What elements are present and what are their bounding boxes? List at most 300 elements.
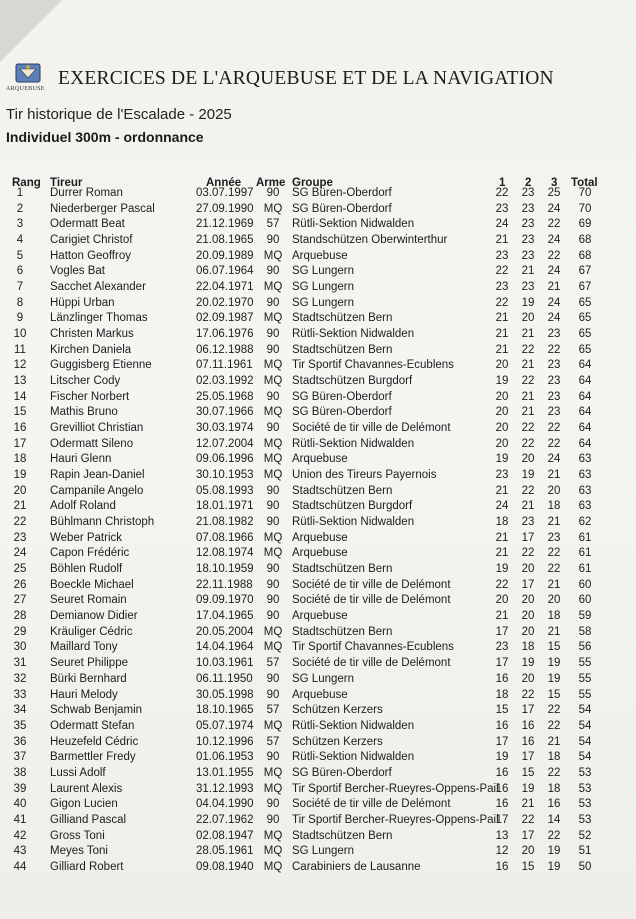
shot-3-cell: 21: [547, 578, 561, 591]
table-row: [0, 186, 636, 202]
shot-3-cell: 22: [547, 547, 561, 560]
total-cell: 56: [578, 641, 592, 654]
shot-2-cell: 15: [521, 766, 535, 779]
shot-1-cell: 17: [495, 625, 509, 638]
rank-cell: 32: [13, 672, 27, 685]
table-row: [0, 233, 636, 249]
group-cell: Standschützen Oberwinterthur: [292, 234, 448, 247]
birthdate-cell: 09.08.1940: [196, 860, 254, 873]
birthdate-cell: 09.06.1996: [196, 453, 254, 466]
weapon-cell: MQ: [263, 202, 283, 215]
shot-1-cell: 20: [495, 437, 509, 450]
shot-1-cell: 21: [495, 531, 509, 544]
shooter-name-cell: Bühlmann Christoph: [50, 516, 155, 529]
birthdate-cell: 20.05.2004: [196, 625, 254, 638]
shot-1-cell: 23: [495, 641, 509, 654]
shot-3-cell: 18: [547, 610, 561, 623]
weapon-cell: MQ: [263, 531, 283, 544]
shooter-name-cell: Hauri Melody: [50, 688, 118, 701]
header-shot-3: 3: [551, 177, 558, 189]
shooter-name-cell: Heuzefeld Cédric: [50, 735, 139, 748]
shooter-name-cell: Barmettler Fredy: [50, 751, 136, 764]
weapon-cell: 90: [266, 516, 280, 529]
group-cell: Arquebuse: [292, 249, 348, 262]
rank-cell: 25: [13, 563, 27, 576]
shot-2-cell: 17: [521, 531, 535, 544]
table-row: [0, 688, 636, 704]
shooter-name-cell: Vogles Bat: [50, 265, 105, 278]
shot-1-cell: 18: [495, 516, 509, 529]
rank-cell: 12: [13, 359, 27, 372]
birthdate-cell: 20.09.1989: [196, 249, 254, 262]
shot-1-cell: 19: [495, 375, 509, 388]
shooter-name-cell: Hauri Glenn: [50, 453, 112, 466]
shot-1-cell: 24: [495, 500, 509, 513]
weapon-cell: 57: [266, 218, 280, 231]
weapon-cell: 90: [266, 343, 280, 356]
shot-3-cell: 18: [547, 782, 561, 795]
group-cell: Arquebuse: [292, 688, 348, 701]
shot-3-cell: 19: [547, 845, 561, 858]
shot-1-cell: 24: [495, 218, 509, 231]
table-row: [0, 609, 636, 625]
shooter-name-cell: Gigon Lucien: [50, 798, 118, 811]
shot-3-cell: 15: [547, 688, 561, 701]
total-cell: 61: [578, 563, 592, 576]
rank-cell: 14: [13, 390, 27, 403]
shot-1-cell: 21: [495, 312, 509, 325]
group-cell: Stadtschützen Burgdorf: [292, 500, 413, 513]
shot-1-cell: 13: [495, 829, 509, 842]
group-cell: Tir Sportif Chavannes-Ecublens: [292, 641, 454, 654]
header-total: Total: [571, 177, 598, 189]
shooter-name-cell: Hatton Geoffroy: [50, 249, 131, 262]
birthdate-cell: 06.11.1950: [196, 672, 253, 685]
table-row: [0, 813, 636, 829]
shot-3-cell: 23: [547, 328, 561, 341]
rank-cell: 1: [16, 187, 24, 199]
shot-2-cell: 23: [521, 187, 535, 199]
table-row: [0, 499, 636, 515]
group-cell: Société de tir ville de Delémont: [292, 578, 451, 591]
group-cell: Arquebuse: [292, 531, 348, 544]
table-row: [0, 249, 636, 265]
group-cell: Arquebuse: [292, 547, 348, 560]
weapon-cell: 90: [266, 563, 280, 576]
table-row: [0, 640, 636, 656]
header-rang: Rang: [12, 177, 41, 189]
rank-cell: 37: [13, 751, 27, 764]
shot-2-cell: 19: [521, 782, 535, 795]
total-cell: 68: [578, 234, 592, 247]
shot-1-cell: 19: [495, 563, 509, 576]
total-cell: 59: [578, 610, 592, 623]
birthdate-cell: 27.09.1990: [196, 202, 254, 215]
total-cell: 68: [578, 249, 592, 262]
group-cell: Tir Sportif Bercher-Rueyres-Oppens-Pail: [292, 782, 499, 795]
shot-3-cell: 22: [547, 437, 561, 450]
shooter-name-cell: Bürki Bernhard: [50, 672, 127, 685]
total-cell: 67: [578, 281, 592, 294]
shot-3-cell: 19: [547, 657, 561, 670]
group-cell: SG Lungern: [292, 845, 355, 858]
total-cell: 52: [578, 829, 592, 842]
birthdate-cell: 20.02.1970: [196, 296, 254, 309]
total-cell: 64: [578, 406, 592, 419]
shooter-name-cell: Fischer Norbert: [50, 390, 130, 403]
table-row: [0, 844, 636, 860]
shooter-name-cell: Carigiet Christof: [50, 234, 133, 247]
shot-2-cell: 21: [521, 328, 535, 341]
group-cell: Stadtschützen Bern: [292, 343, 393, 356]
rank-cell: 40: [13, 798, 27, 811]
table-row: [0, 327, 636, 343]
results-table: [0, 186, 636, 876]
shot-1-cell: 23: [495, 202, 509, 215]
table-row: [0, 593, 636, 609]
shot-3-cell: 21: [547, 625, 561, 638]
group-cell: Stadtschützen Bern: [292, 829, 393, 842]
weapon-cell: 57: [266, 657, 280, 670]
shot-3-cell: 20: [547, 594, 561, 607]
header-groupe: Groupe: [292, 177, 333, 189]
birthdate-cell: 10.12.1996: [196, 735, 254, 748]
table-row: [0, 484, 636, 500]
weapon-cell: MQ: [263, 375, 283, 388]
shot-2-cell: 22: [521, 547, 535, 560]
weapon-cell: MQ: [263, 406, 283, 419]
shot-3-cell: 22: [547, 766, 561, 779]
total-cell: 64: [578, 375, 592, 388]
rank-cell: 21: [13, 500, 27, 513]
shot-2-cell: 23: [521, 516, 535, 529]
shot-1-cell: 17: [495, 657, 509, 670]
rank-cell: 18: [13, 453, 27, 466]
header-shot-2: 2: [525, 177, 532, 189]
table-row: [0, 782, 636, 798]
weapon-cell: 90: [266, 751, 280, 764]
weapon-cell: MQ: [263, 453, 283, 466]
shot-3-cell: 25: [547, 187, 561, 199]
rank-cell: 35: [13, 719, 27, 732]
shot-2-cell: 16: [521, 735, 535, 748]
shot-2-cell: 23: [521, 249, 535, 262]
shot-2-cell: 20: [521, 563, 535, 576]
table-row: [0, 280, 636, 296]
group-cell: Stadtschützen Bern: [292, 484, 393, 497]
header-shot-1: 1: [499, 177, 506, 189]
table-row: [0, 468, 636, 484]
shooter-name-cell: Sacchet Alexander: [50, 281, 146, 294]
shot-2-cell: 22: [521, 813, 535, 826]
weapon-cell: 90: [266, 610, 280, 623]
weapon-cell: 90: [266, 798, 280, 811]
table-row: [0, 452, 636, 468]
group-cell: Société de tir ville de Delémont: [292, 657, 451, 670]
table-row: [0, 202, 636, 218]
shot-1-cell: 19: [495, 751, 509, 764]
birthdate-cell: 21.08.1982: [196, 516, 254, 529]
birthdate-cell: 13.01.1955: [196, 766, 254, 779]
birthdate-cell: 02.09.1987: [196, 312, 254, 325]
total-cell: 63: [578, 500, 592, 513]
rank-cell: 31: [13, 657, 27, 670]
shooter-name-cell: Böhlen Rudolf: [50, 563, 123, 576]
shot-3-cell: 22: [547, 422, 561, 435]
total-cell: 65: [578, 296, 592, 309]
header-arme: Arme: [256, 177, 286, 189]
shooter-name-cell: Gilliard Robert: [50, 860, 124, 873]
total-cell: 65: [578, 343, 592, 356]
group-cell: Stadtschützen Burgdorf: [292, 375, 413, 388]
shot-2-cell: 21: [521, 265, 535, 278]
shot-3-cell: 24: [547, 202, 561, 215]
weapon-cell: 90: [266, 688, 280, 701]
shot-3-cell: 14: [547, 813, 561, 826]
shot-3-cell: 21: [547, 469, 561, 482]
group-cell: Société de tir ville de Delémont: [292, 798, 451, 811]
table-row: [0, 562, 636, 578]
shot-1-cell: 21: [495, 234, 509, 247]
birthdate-cell: 25.05.1968: [196, 390, 254, 403]
shot-3-cell: 24: [547, 265, 561, 278]
table-row: [0, 797, 636, 813]
shooter-name-cell: Boeckle Michael: [50, 578, 134, 591]
shot-2-cell: 20: [521, 610, 535, 623]
weapon-cell: 90: [266, 390, 280, 403]
table-row: [0, 515, 636, 531]
shot-1-cell: 21: [495, 610, 509, 623]
shooter-name-cell: Hüppi Urban: [50, 296, 115, 309]
group-cell: Rütli-Sektion Nidwalden: [292, 516, 415, 529]
group-cell: SG Büren-Oberdorf: [292, 187, 392, 199]
weapon-cell: 90: [266, 187, 280, 199]
weapon-cell: 57: [266, 704, 280, 717]
shot-1-cell: 12: [495, 845, 509, 858]
total-cell: 55: [578, 672, 592, 685]
shot-2-cell: 19: [521, 296, 535, 309]
shooter-name-cell: Maillard Tony: [50, 641, 118, 654]
rank-cell: 34: [13, 704, 27, 717]
table-row: [0, 625, 636, 641]
birthdate-cell: 18.10.1965: [196, 704, 254, 717]
shot-1-cell: 18: [495, 688, 509, 701]
group-cell: SG Büren-Oberdorf: [292, 406, 392, 419]
total-cell: 65: [578, 312, 592, 325]
birthdate-cell: 30.07.1966: [196, 406, 254, 419]
table-row: [0, 311, 636, 327]
total-cell: 54: [578, 704, 592, 717]
group-cell: Stadtschützen Bern: [292, 625, 393, 638]
shot-3-cell: 21: [547, 516, 561, 529]
shooter-name-cell: Odermatt Sileno: [50, 437, 134, 450]
weapon-cell: 90: [266, 672, 280, 685]
group-cell: Société de tir ville de Delémont: [292, 594, 451, 607]
rank-cell: 24: [13, 547, 27, 560]
shooter-name-cell: Litscher Cody: [50, 375, 121, 388]
birthdate-cell: 03.07.1997: [196, 187, 254, 199]
shot-3-cell: 24: [547, 296, 561, 309]
shot-2-cell: 19: [521, 469, 535, 482]
header-tireur: Tireur: [50, 177, 83, 189]
total-cell: 54: [578, 719, 592, 732]
shot-2-cell: 22: [521, 688, 535, 701]
shot-2-cell: 17: [521, 751, 535, 764]
rank-cell: 30: [13, 641, 27, 654]
group-cell: Tir Sportif Chavannes-Ecublens: [292, 359, 454, 372]
rank-cell: 7: [16, 281, 24, 294]
shot-1-cell: 15: [495, 704, 509, 717]
shot-1-cell: 16: [495, 719, 509, 732]
birthdate-cell: 17.04.1965: [196, 610, 254, 623]
table-row: [0, 217, 636, 233]
weapon-cell: MQ: [263, 625, 283, 638]
birthdate-cell: 01.06.1953: [196, 751, 254, 764]
logo-caption: ARQUEBUSE: [6, 86, 45, 92]
shot-1-cell: 20: [495, 422, 509, 435]
table-row: [0, 421, 636, 437]
shot-3-cell: 15: [547, 641, 561, 654]
weapon-cell: 90: [266, 500, 280, 513]
weapon-cell: 90: [266, 265, 280, 278]
rank-cell: 9: [16, 312, 24, 325]
table-row: [0, 672, 636, 688]
shooter-name-cell: Lussi Adolf: [50, 766, 106, 779]
shot-3-cell: 21: [547, 281, 561, 294]
shot-2-cell: 22: [521, 375, 535, 388]
shot-1-cell: 23: [495, 469, 509, 482]
birthdate-cell: 31.12.1993: [196, 782, 254, 795]
shot-2-cell: 22: [521, 422, 535, 435]
shot-2-cell: 20: [521, 672, 535, 685]
shot-3-cell: 23: [547, 406, 561, 419]
total-cell: 70: [578, 202, 592, 215]
birthdate-cell: 07.11.1961: [196, 359, 253, 372]
birthdate-cell: 30.05.1998: [196, 688, 254, 701]
birthdate-cell: 04.04.1990: [196, 798, 254, 811]
shooter-name-cell: Kräuliger Cédric: [50, 625, 133, 638]
total-cell: 50: [578, 860, 592, 873]
group-cell: SG Büren-Oberdorf: [292, 202, 392, 215]
table-row: [0, 766, 636, 782]
shot-3-cell: 19: [547, 672, 561, 685]
table-row: [0, 703, 636, 719]
total-cell: 61: [578, 531, 592, 544]
table-row: [0, 358, 636, 374]
total-cell: 65: [578, 328, 592, 341]
total-cell: 63: [578, 453, 592, 466]
weapon-cell: MQ: [263, 766, 283, 779]
shot-2-cell: 21: [521, 798, 535, 811]
shot-2-cell: 23: [521, 234, 535, 247]
birthdate-cell: 02.08.1947: [196, 829, 254, 842]
birthdate-cell: 22.11.1988: [196, 578, 253, 591]
shot-2-cell: 18: [521, 641, 535, 654]
weapon-cell: MQ: [263, 845, 283, 858]
weapon-cell: 90: [266, 484, 280, 497]
shot-2-cell: 22: [521, 484, 535, 497]
document-header: [6, 60, 566, 96]
shot-2-cell: 23: [521, 202, 535, 215]
shot-2-cell: 20: [521, 845, 535, 858]
shooter-name-cell: Weber Patrick: [50, 531, 123, 544]
shot-2-cell: 21: [521, 406, 535, 419]
weapon-cell: MQ: [263, 547, 283, 560]
folded-corner: [0, 0, 62, 62]
group-cell: Société de tir ville de Delémont: [292, 422, 451, 435]
total-cell: 64: [578, 390, 592, 403]
birthdate-cell: 05.08.1993: [196, 484, 254, 497]
group-cell: Union des Tireurs Payernois: [292, 469, 437, 482]
rank-cell: 6: [16, 265, 24, 278]
weapon-cell: 90: [266, 328, 280, 341]
total-cell: 64: [578, 359, 592, 372]
shot-1-cell: 16: [495, 798, 509, 811]
weapon-cell: MQ: [263, 782, 283, 795]
shot-2-cell: 17: [521, 578, 535, 591]
rank-cell: 11: [14, 343, 26, 356]
rank-cell: 2: [16, 202, 24, 215]
shot-2-cell: 20: [521, 453, 535, 466]
weapon-cell: 90: [266, 422, 280, 435]
total-cell: 53: [578, 782, 592, 795]
birthdate-cell: 14.04.1964: [196, 641, 254, 654]
table-row: [0, 374, 636, 390]
total-cell: 54: [578, 751, 592, 764]
birthdate-cell: 18.10.1959: [196, 563, 254, 576]
shot-1-cell: 22: [495, 578, 509, 591]
shot-3-cell: 22: [547, 249, 561, 262]
birthdate-cell: 30.10.1953: [196, 469, 254, 482]
total-cell: 69: [578, 218, 592, 231]
shot-1-cell: 20: [495, 359, 509, 372]
group-cell: SG Lungern: [292, 281, 355, 294]
shot-2-cell: 22: [521, 343, 535, 356]
rank-cell: 33: [13, 688, 27, 701]
shooter-name-cell: Christen Markus: [50, 328, 134, 341]
total-cell: 64: [578, 437, 592, 450]
shooter-name-cell: Demianow Didier: [50, 610, 138, 623]
event-subtitle: Tir historique de l'Escalade - 2025: [6, 106, 232, 123]
table-row: [0, 750, 636, 766]
weapon-cell: MQ: [263, 281, 283, 294]
shot-2-cell: 20: [521, 625, 535, 638]
group-cell: Tir Sportif Bercher-Rueyres-Oppens-Pail: [292, 813, 499, 826]
shot-1-cell: 20: [495, 594, 509, 607]
shooter-name-cell: Durrer Roman: [50, 187, 123, 199]
shot-2-cell: 20: [521, 312, 535, 325]
rank-cell: 16: [13, 422, 27, 435]
birthdate-cell: 10.03.1961: [196, 657, 254, 670]
shot-3-cell: 23: [547, 359, 561, 372]
shooter-name-cell: Gross Toni: [50, 829, 105, 842]
shot-3-cell: 24: [547, 234, 561, 247]
total-cell: 60: [578, 594, 592, 607]
group-cell: SG Lungern: [292, 672, 355, 685]
total-cell: 63: [578, 469, 592, 482]
shot-3-cell: 22: [547, 704, 561, 717]
table-row: [0, 656, 636, 672]
rank-cell: 29: [13, 625, 27, 638]
rank-cell: 3: [16, 218, 24, 231]
weapon-cell: 57: [266, 735, 280, 748]
total-cell: 58: [578, 625, 592, 638]
shot-1-cell: 23: [495, 249, 509, 262]
shooter-name-cell: Seuret Romain: [50, 594, 127, 607]
total-cell: 55: [578, 657, 592, 670]
shot-1-cell: 16: [495, 782, 509, 795]
shooter-name-cell: Länzlinger Thomas: [50, 312, 148, 325]
